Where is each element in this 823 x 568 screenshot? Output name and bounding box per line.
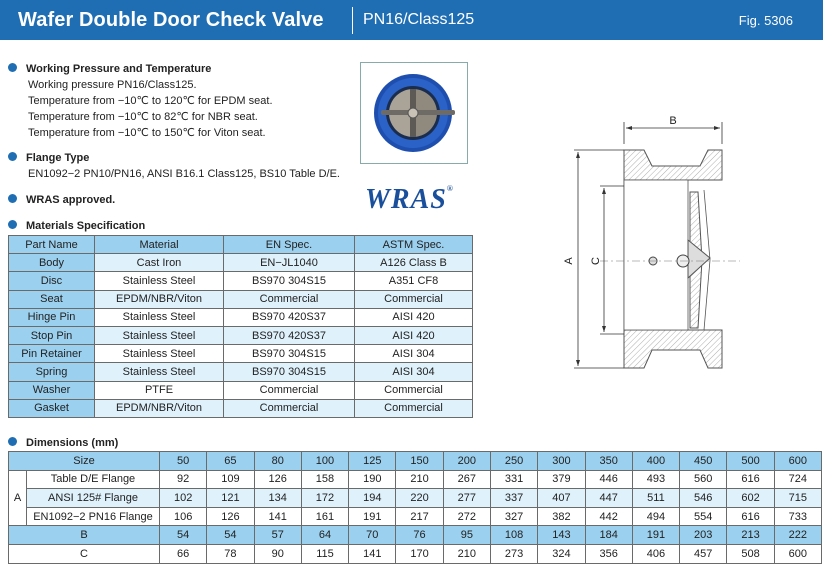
- cell: 66: [160, 544, 207, 563]
- en-spec: BS970 304S15: [224, 272, 355, 290]
- table-row: [9, 526, 822, 545]
- en-spec: BS970 304S15: [224, 345, 355, 363]
- size-value: 250: [490, 452, 537, 471]
- cell: 121: [207, 489, 254, 508]
- table-row: [9, 363, 473, 381]
- valve-image: [361, 63, 467, 163]
- cell: 54: [207, 526, 254, 545]
- table-row: [9, 470, 822, 489]
- cell: 191: [632, 526, 679, 545]
- materials-table: [8, 235, 473, 418]
- working-line: Working pressure PN16/Class125.: [28, 79, 197, 91]
- cell: 210: [396, 470, 443, 489]
- cell: 382: [538, 507, 585, 526]
- title-bar: [0, 0, 823, 40]
- a-label: A: [9, 470, 27, 526]
- en-spec: Commercial: [224, 290, 355, 308]
- size-value: 500: [727, 452, 774, 471]
- valve-cross-section-drawing: [540, 110, 820, 400]
- bullet-icon: [8, 437, 17, 446]
- cell: 92: [160, 470, 207, 489]
- cell: 126: [254, 470, 301, 489]
- cell: 172: [301, 489, 348, 508]
- cell: 277: [443, 489, 490, 508]
- cell: 191: [349, 507, 396, 526]
- cell: 715: [774, 489, 821, 508]
- materials-section: [8, 216, 145, 234]
- size-value: 450: [680, 452, 727, 471]
- cell: 508: [727, 544, 774, 563]
- cell: 141: [254, 507, 301, 526]
- flange-type-heading: Flange Type: [26, 152, 90, 164]
- material: Stainless Steel: [95, 308, 224, 326]
- astm-spec: AISI 420: [355, 326, 473, 344]
- valve-photo: [360, 62, 468, 164]
- cell: 356: [585, 544, 632, 563]
- astm-spec: A351 CF8: [355, 272, 473, 290]
- row-label: ANSI 125# Flange: [27, 489, 160, 508]
- cell: 213: [727, 526, 774, 545]
- cell: 222: [774, 526, 821, 545]
- cell: 733: [774, 507, 821, 526]
- part-name: Disc: [9, 272, 95, 290]
- cell: 76: [396, 526, 443, 545]
- table-row: [9, 272, 473, 290]
- cell: 108: [490, 526, 537, 545]
- part-name: Pin Retainer: [9, 345, 95, 363]
- astm-spec: AISI 304: [355, 363, 473, 381]
- working-line: Temperature from −10℃ to 150℃ for Viton seat.: [28, 127, 266, 139]
- cell: 407: [538, 489, 585, 508]
- cell: 102: [160, 489, 207, 508]
- en-spec: BS970 420S37: [224, 326, 355, 344]
- cell: 57: [254, 526, 301, 545]
- en-spec: Commercial: [224, 381, 355, 399]
- cell: 327: [490, 507, 537, 526]
- cell: 447: [585, 489, 632, 508]
- table-row: [9, 544, 822, 563]
- cell: 616: [727, 507, 774, 526]
- astm-spec: Commercial: [355, 399, 473, 417]
- astm-spec: AISI 420: [355, 308, 473, 326]
- cell: 126: [207, 507, 254, 526]
- cell: 78: [207, 544, 254, 563]
- cell: 272: [443, 507, 490, 526]
- part-name: Gasket: [9, 399, 95, 417]
- cell: 70: [349, 526, 396, 545]
- cell: 442: [585, 507, 632, 526]
- cell: 406: [632, 544, 679, 563]
- cell: 64: [301, 526, 348, 545]
- table-row: [9, 326, 473, 344]
- cell: 602: [727, 489, 774, 508]
- cell: 54: [160, 526, 207, 545]
- material: Stainless Steel: [95, 272, 224, 290]
- cell: 134: [254, 489, 301, 508]
- material: Stainless Steel: [95, 326, 224, 344]
- astm-spec: AISI 304: [355, 345, 473, 363]
- materials-heading: Materials Specification: [26, 220, 146, 232]
- cell: 190: [349, 470, 396, 489]
- size-value: 150: [396, 452, 443, 471]
- cell: 220: [396, 489, 443, 508]
- cell: 337: [490, 489, 537, 508]
- size-value: 125: [349, 452, 396, 471]
- material: Stainless Steel: [95, 345, 224, 363]
- dimension-label-c: C: [590, 257, 602, 265]
- cell: 600: [774, 544, 821, 563]
- size-value: 350: [585, 452, 632, 471]
- cell: 141: [349, 544, 396, 563]
- en-spec: EN−JL1040: [224, 254, 355, 272]
- cell: 115: [301, 544, 348, 563]
- cell: 331: [490, 470, 537, 489]
- size-value: 65: [207, 452, 254, 471]
- cell: 493: [632, 470, 679, 489]
- bullet-icon: [8, 63, 17, 72]
- working-line: Temperature from −10℃ to 82℃ for NBR seat.: [28, 111, 258, 123]
- row-label: B: [9, 526, 160, 545]
- size-value: 200: [443, 452, 490, 471]
- size-value: 400: [632, 452, 679, 471]
- bullet-icon: [8, 220, 17, 229]
- part-name: Body: [9, 254, 95, 272]
- cell: 724: [774, 470, 821, 489]
- wras-approved-text: WRAS approved.: [26, 194, 116, 206]
- row-label: EN1092−2 PN16 Flange: [27, 507, 160, 526]
- cell: 95: [443, 526, 490, 545]
- size-value: 100: [301, 452, 348, 471]
- row-label: Table D/E Flange: [27, 470, 160, 489]
- table-row: [9, 507, 822, 526]
- cell: 554: [680, 507, 727, 526]
- material: EPDM/NBR/Viton: [95, 399, 224, 417]
- cell: 194: [349, 489, 396, 508]
- cell: 90: [254, 544, 301, 563]
- astm-spec: Commercial: [355, 290, 473, 308]
- dimension-label-a: A: [563, 257, 575, 265]
- cell: 457: [680, 544, 727, 563]
- flange-type-line: EN1092−2 PN10/PN16, ANSI B16.1 Class125, BS10 Table D/E.: [28, 168, 340, 180]
- cell: 267: [443, 470, 490, 489]
- figure-number: Fig. 5306: [738, 13, 793, 28]
- cell: 217: [396, 507, 443, 526]
- title-divider: [352, 7, 353, 34]
- table-row: [9, 399, 473, 417]
- working-line: Temperature from −10℃ to 120℃ for EPDM seat.: [28, 95, 273, 107]
- part-name: Spring: [9, 363, 95, 381]
- dimensions-table: [8, 451, 822, 564]
- table-row: [9, 290, 473, 308]
- table-row: [9, 345, 473, 363]
- bullet-icon: [8, 194, 17, 203]
- cell: 106: [160, 507, 207, 526]
- en-spec: BS970 304S15: [224, 363, 355, 381]
- pressure-rating: PN16/Class125: [363, 11, 475, 28]
- part-name: Seat: [9, 290, 95, 308]
- material: PTFE: [95, 381, 224, 399]
- cell: 184: [585, 526, 632, 545]
- material: EPDM/NBR/Viton: [95, 290, 224, 308]
- wras-logo-text: WRAS: [365, 184, 447, 215]
- size-value: 50: [160, 452, 207, 471]
- working-pressure-heading: Working Pressure and Temperature: [26, 63, 212, 75]
- part-name: Washer: [9, 381, 95, 399]
- astm-spec: Commercial: [355, 381, 473, 399]
- page-title: Wafer Double Door Check Valve: [18, 9, 324, 31]
- part-name: Stop Pin: [9, 326, 95, 344]
- working-pressure-section: [8, 59, 273, 141]
- table-row: [9, 308, 473, 326]
- table-row: [9, 254, 473, 272]
- cell: 273: [490, 544, 537, 563]
- en-spec: BS970 420S37: [224, 308, 355, 326]
- cell: 511: [632, 489, 679, 508]
- table-row: [9, 489, 822, 508]
- en-spec: Commercial: [224, 399, 355, 417]
- astm-spec: A126 Class B: [355, 254, 473, 272]
- size-value: 600: [774, 452, 821, 471]
- row-label: C: [9, 544, 160, 563]
- cell: 143: [538, 526, 585, 545]
- material: Cast Iron: [95, 254, 224, 272]
- cell: 616: [727, 470, 774, 489]
- cell: 324: [538, 544, 585, 563]
- cell: 210: [443, 544, 490, 563]
- column-header: ASTM Spec.: [355, 236, 473, 254]
- size-row: [9, 452, 822, 471]
- bullet-icon: [8, 152, 17, 161]
- dimensions-heading: Dimensions (mm): [26, 437, 119, 449]
- registered-mark: ®: [446, 184, 454, 193]
- size-value: 80: [254, 452, 301, 471]
- column-header: Part Name: [9, 236, 95, 254]
- flange-type-section: [8, 148, 340, 182]
- cell: 446: [585, 470, 632, 489]
- cell: 546: [680, 489, 727, 508]
- cell: 170: [396, 544, 443, 563]
- cell: 161: [301, 507, 348, 526]
- cell: 158: [301, 470, 348, 489]
- cell: 379: [538, 470, 585, 489]
- wras-logo: [365, 184, 454, 216]
- dimensions-section: [8, 433, 118, 451]
- dimension-label-b: B: [669, 115, 677, 127]
- cell: 494: [632, 507, 679, 526]
- column-header: EN Spec.: [224, 236, 355, 254]
- size-value: 300: [538, 452, 585, 471]
- table-row: [9, 381, 473, 399]
- cell: 109: [207, 470, 254, 489]
- cell: 560: [680, 470, 727, 489]
- wras-section: [8, 190, 115, 208]
- cell: 203: [680, 526, 727, 545]
- part-name: Hinge Pin: [9, 308, 95, 326]
- table-header-row: [9, 236, 473, 254]
- material: Stainless Steel: [95, 363, 224, 381]
- size-label: Size: [9, 452, 160, 471]
- column-header: Material: [95, 236, 224, 254]
